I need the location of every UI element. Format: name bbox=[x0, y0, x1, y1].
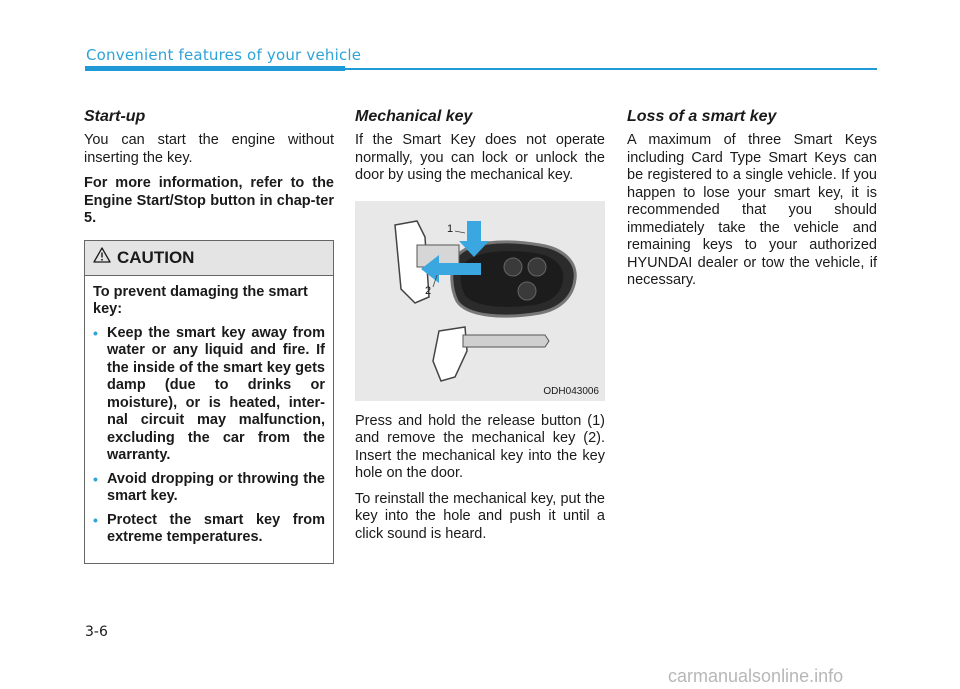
column-loss-of-key bbox=[627, 108, 877, 298]
bullet-icon: • bbox=[93, 324, 98, 341]
caution-item: • Keep the smart key away from water or any liquid and fire. If the inside of the smart key gets damp (due to drinks or moisture), or is heated, inter-nal circuit may malfunction, excluding the car from the warranty. bbox=[93, 324, 325, 463]
caution-intro: To prevent damaging the smart key: bbox=[93, 283, 308, 317]
heading-loss-of-key: Loss of a smart key bbox=[627, 108, 777, 125]
start-up-reference: For more information, refer to the Engine Start/Stop button in chap-ter 5. bbox=[84, 175, 334, 226]
start-up-paragraph: You can start the engine without inserting the key. bbox=[84, 132, 334, 166]
caution-item: • Avoid dropping or throwing the smart key. bbox=[93, 470, 325, 504]
mechanical-key-paragraph: If the Smart Key does not operate normally, you can lock or unlock the door by using the mechanical key. bbox=[355, 132, 605, 183]
smart-key-drawing bbox=[355, 201, 605, 401]
callout-label-1: 1 bbox=[447, 222, 454, 235]
smart-key-illustration bbox=[355, 201, 605, 401]
caution-item: • Protect the smart key from extreme temperatures. bbox=[93, 511, 325, 545]
mechanical-key-reinstall: To reinstall the mechanical key, put the key into the hole and push it until a click sound is heard. bbox=[355, 490, 605, 542]
bullet-icon: • bbox=[93, 470, 98, 487]
watermark: carmanualsonline.info bbox=[668, 666, 844, 686]
caution-list bbox=[93, 325, 325, 547]
header-rule-thin bbox=[345, 68, 877, 70]
caution-title: CAUTION bbox=[117, 247, 195, 267]
bullet-icon: • bbox=[93, 511, 98, 528]
heading-start-up: Start-up bbox=[84, 108, 146, 125]
caution-box bbox=[84, 240, 334, 564]
heading-mechanical-key: Mechanical key bbox=[355, 108, 473, 125]
callout-label-2: 2 bbox=[425, 284, 432, 297]
caution-body bbox=[85, 276, 333, 563]
column-start-up bbox=[84, 108, 334, 564]
page-number: 3-6 bbox=[85, 624, 108, 640]
section-title: Convenient features of your vehicle bbox=[86, 46, 362, 64]
column-mechanical-key bbox=[355, 108, 605, 551]
caution-header bbox=[85, 241, 333, 276]
figure-code: ODH043006 bbox=[543, 385, 599, 397]
warning-triangle-icon bbox=[93, 247, 111, 268]
header-rule-thick bbox=[85, 66, 345, 71]
loss-of-key-paragraph: A maximum of three Smart Keys including Card Type Smart Keys can be registered to a single vehicle. If you happen to lose your smart key, it is recommended that you should immediately take the vehicle and remaining keys to your authorized HYUNDAI dealer or tow the vehicle, if necessary. bbox=[627, 132, 877, 288]
mechanical-key-instructions: Press and hold the release button (1) and remove the mechanical key (2). Insert the mechanical key into the key hole on the door. bbox=[355, 412, 605, 481]
